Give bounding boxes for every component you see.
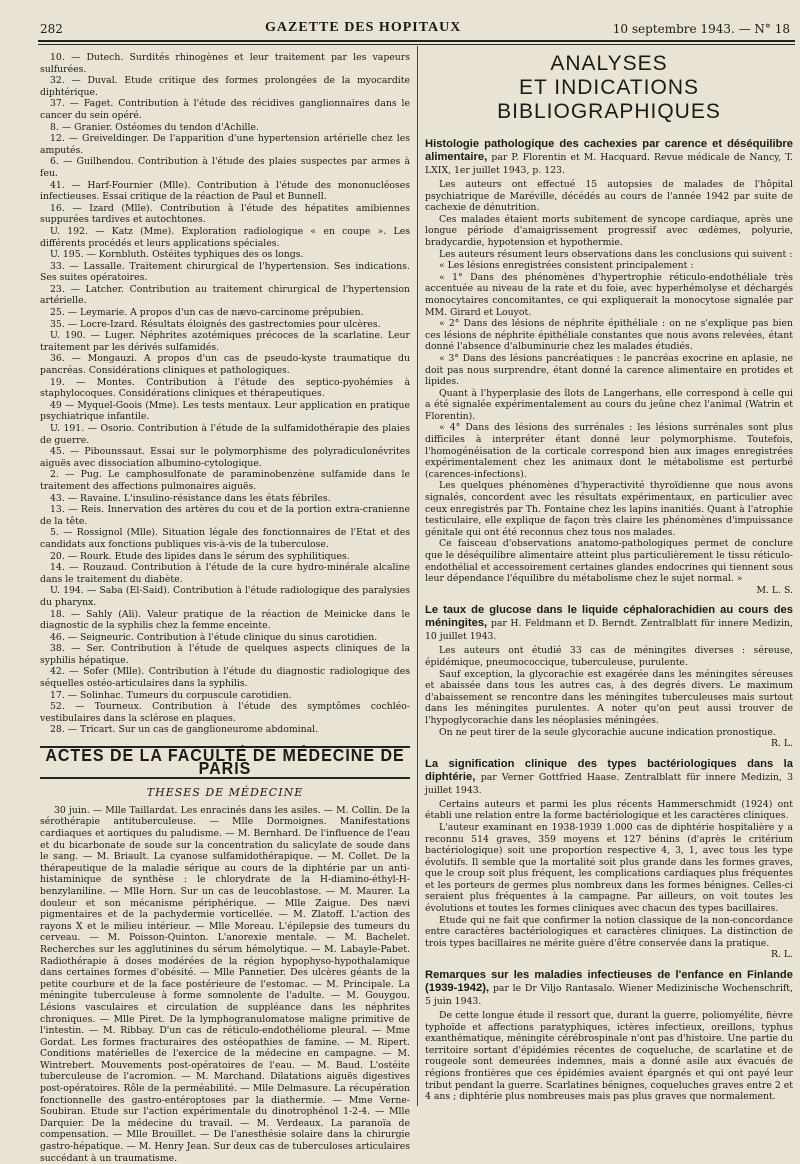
- thesis-reference: 6. — Guilhendou. Contribution à l'étude des plaies suspectes par armes à feu.: [40, 156, 410, 179]
- thesis-reference: 35. — Locre-Izard. Résultats éloignés des gastrectomies pour ulcères.: [50, 318, 381, 330]
- article-1-paragraph: Ces malades étaient morts subitement de syncope cardiaque, après une longue période d'amaigrissement progressif avec œdèmes, polyurie, bradycardie, hypotension et hypothermie.: [425, 213, 793, 248]
- article-3-paragraph: Etude qui ne fait que confirmer la notion classique de la non-concordance entre caractères bactériologiques et caractères cliniques. La distinction de trois types bacillaires ne mérite guère d'être conservée dans la pratique.: [425, 914, 793, 949]
- header-rule-thin: [38, 44, 795, 45]
- thesis-reference: 5. — Rossignol (Mlle). Situation légale des fonctionnaires de l'Etat et des candidats aux fonctions publiques vis-à-vis de la tuberculose.: [40, 527, 410, 550]
- thesis-reference: 12. — Greiveldinger. De l'apparition d'une hypertension artérielle chez les amputés.: [40, 133, 410, 156]
- thesis-reference-list: [40, 52, 410, 736]
- analyses-title-line1: ANALYSES: [550, 52, 668, 75]
- article-2-paragraph: Les auteurs ont étudié 33 cas de méningites diverses : séreuse, épidémique, pneumococcique, tuberculeuse, purulente.: [425, 645, 793, 668]
- thesis-reference: 2. — Pug. Le camphosulfonate de paraminobenzène sulfamide dans le traitement des affections pulmonaires aiguës.: [40, 469, 410, 492]
- thesis-reference: 25. — Leymarie. A propos d'un cas de nævo-carcinome prépubien.: [50, 307, 364, 319]
- thesis-reference: U. 191. — Osorio. Contribution à l'étude de la sulfamidothérapie des plaies de guerre.: [40, 423, 410, 446]
- thesis-reference: 52. — Tourneux. Contribution à l'étude des symptômes cochléo-vestibulaires dans la sclérose en plaques.: [40, 701, 410, 724]
- left-column: [40, 52, 410, 1164]
- thesis-reference: 43. — Ravaine. L'insulino-résistance dans les états fébriles.: [50, 492, 331, 504]
- article-1-paragraph: « 1° Dans des phénomènes d'hypertrophie réticulo-endothéliale très accentuée au niveau de la rate et du foie, avec hyperhémolyse et déchargés monocytaires concomitantes, ce qui expliquerait la monocytose signalée par MM. Girard et Louyot.: [425, 271, 793, 318]
- page-number: 282: [40, 22, 63, 36]
- article-1-signature: M. L. S.: [756, 584, 793, 596]
- thesis-reference: 28. — Tricart. Sur un cas de ganglioneurome abdominal.: [50, 724, 319, 736]
- journal-title: GAZETTE DES HOPITAUX: [265, 20, 462, 35]
- right-column: [425, 52, 793, 1103]
- thesis-reference: 20. — Rourk. Etude des lipides dans le sérum des syphilitiques.: [50, 550, 350, 562]
- article-1-paragraph: Quant à l'hyperplasie des îlots de Langerhans, elle correspond à celle qui a été signalée expérimentalement au cours du jeûne chez l'animal (Watrin et Florentin).: [425, 387, 793, 422]
- thesis-reference: 23. — Latcher. Contribution au traitement chirurgical de l'hypertension artérielle.: [40, 283, 410, 307]
- thesis-reference: 32. — Duval. Etude critique des formes prolongées de la myocardite diphtérique.: [40, 75, 410, 98]
- article-3-heading: La signification clinique des types bactériologiques dans la diphtérie,: [425, 757, 793, 783]
- article-2-signature: R. L.: [770, 738, 793, 750]
- article-3-title: [425, 758, 793, 797]
- thesis-reference: 49 — Myquel-Goois (Mme). Les tests mentaux. Leur application en pratique psychiatrique infantile.: [40, 399, 410, 423]
- article-1-title: [425, 138, 793, 177]
- thesis-reference: 16. — Izard (Mlle). Contribution à l'étude des hépatites amibiennes suppurées tardives et autochtones.: [40, 202, 410, 226]
- actes-title: ACTES DE LA FACULTÉ DE MÉDECINE DE PARIS: [45, 746, 405, 779]
- article-1-paragraph: Ce faisceau d'observations anatomo-pathologiques permet de conclure que le déséquilibre alimentaire atteint plus particulièrement le tissu réticulo-endothélial et accessoirement certaines glandes endocrines qui tiennent sous leur dépendance l'équilibre du métabolisme chez le sujet normal. »: [425, 538, 793, 585]
- article-2-source: par H. Feldmann et D. Berndt. Zentralblatt für innere Medizin, 10 juillet 1943.: [425, 618, 793, 643]
- thesis-reference: 18. — Sahly (Ali). Valeur pratique de la réaction de Meinicke dans le diagnostic de la syphilis chez la femme enceinte.: [40, 608, 410, 632]
- article-1-paragraph: « Les lésions enregistrées consistent principalement :: [439, 260, 694, 272]
- article-3-paragraph: L'auteur examinant en 1938-1939 1.000 cas de diphtérie hospitalière y a reconnu 514 graves, 359 moyens et 127 bénins (d'après le critérium bactériologique) soit une proportion respective 4, 3, 1, avec tous les type évolutifs. Il semble que la mortalité soit plus grande dans les formes graves, que le croup soit plus fréquent, les complications cardiaques plus fréquentes et les porteurs de germes plus nombreux dans les formes bénignes. Celles-ci seraient plus fréquentes à la campagne. Par ailleurs, on voit toutes les évolutions et toutes les formes cliniques avec chacun des types bacillaires.: [425, 821, 793, 915]
- thesis-reference: U. 194. — Saba (El-Said). Contribution à l'étude radiologique des paralysies du pharynx.: [40, 585, 410, 608]
- header-rule: [38, 40, 795, 42]
- thesis-reference: U. 190. — Luger. Néphrites azotémiques précoces de la scarlatine. Leur traitement par les dérivés sulfamidés.: [40, 330, 410, 353]
- article-1-paragraph: Les quelques phénomènes d'hyperactivité thyroïdienne que nous avons signalés, concordent avec les résultats expérimentaux, en particulier avec ceux enregistrés par Th. Fontaine chez les lapins inanitiés. Quant à l'atrophie testiculaire, elle explique de façon très claire les phénomènes d'impuissance génitale qui ont été reconnus chez tous nos malades.: [425, 480, 793, 538]
- article-4-title: [425, 969, 793, 1008]
- thesis-reference: 37. — Faget. Contribution à l'étude des récidives ganglionnaires dans le cancer du sein opéré.: [40, 98, 410, 121]
- thesis-reference: 33. — Lassalle. Traitement chirurgical de l'hypertension. Ses indications. Ses suites opératoires.: [40, 260, 410, 284]
- thesis-reference: 19. — Montes. Contribution à l'étude des septico-pyohémies à staphylocoques. Considérations cliniques et thérapeutiques.: [40, 376, 410, 400]
- page-header: [0, 18, 800, 38]
- article-2-paragraph: Sauf exception, la glycorachie est exagérée dans les méningites séreuses et abaissée dans tous les autres cas, à des degrés divers. Le maximum d'abaissement se rencontre dans les méningites tuberculeuses mais surtout dans les méningites purulentes. A noter qu'on peut aussi trouver de l'hypoglycorachie dans les néoplasies méningées.: [425, 668, 793, 726]
- article-2-heading: Le taux de glucose dans le liquide céphalorachidien au cours des méningites,: [425, 604, 793, 630]
- article-3-paragraph: Certains auteurs et parmi les plus récents Hammerschmidt (1924) ont établi une relation entre la forme bactériologique et les caractères cliniques.: [425, 798, 793, 822]
- thesis-reference: 36. — Mongauzi. A propos d'un cas de pseudo-kyste traumatique du pancréas. Considérations cliniques et pathologiques.: [40, 353, 410, 377]
- article-1-paragraph: « 2° Dans des lésions de néphrite épithéliale : on ne s'explique pas bien ces lésions de néphrite épithéliale constantes que nous avons relevées, étant donné l'absence d'albuminurie chez les malades étudiés.: [425, 318, 793, 353]
- article-1-source: par P. Florentin et M. Hacquard. Revue médicale de Nancy, T. LXIX, 1er juillet 1943, p. 123.: [425, 152, 793, 176]
- article-1-heading: Histologie pathologique des cachexies par carence et déséquilibre alimentaire,: [425, 138, 793, 163]
- article-2-title: [425, 604, 793, 643]
- thesis-reference: 14. — Rouzaud. Contribution à l'étude de la cure hydro-minérale alcaline dans le traitement du diabète.: [40, 562, 410, 585]
- thesis-reference: 17. — Solinhac. Tumeurs du corpuscule carotidien.: [50, 689, 292, 701]
- thesis-reference: 41. — Harf-Fournier (Mlle). Contribution à l'étude des mononucléoses infectieuses. Essai critique de la réaction de Paul et Bunnell.: [40, 179, 410, 203]
- article-1-paragraph: Les auteurs ont effectué 15 autopsies de malades de l'hôpital psychiatrique de Maréville, décédés au cours de l'année 1942 par suite de cachexie de dénutrition.: [425, 179, 793, 214]
- article-4-heading: Remarques sur les maladies infectieuses de l'enfance en Finlande (1939-1942),: [425, 969, 793, 995]
- issue-date: 10 septembre 1943. — N° 18: [612, 22, 790, 36]
- thesis-reference: 46. — Seigneuric. Contribution à l'étude clinique du sinus carotidien.: [50, 631, 378, 643]
- article-1-paragraph: « 3° Dans des lésions pancréatiques : le pancréas exocrine en aplasie, ne doit pas nous surprendre, étant donné la carence alimentaire en protides et lipides.: [425, 352, 793, 388]
- thesis-reference: 13. — Reis. Innervation des artères du cou et de la portion extra-cranienne de la tête.: [40, 504, 410, 527]
- analyses-title-line2: ET INDICATIONS BIBLIOGRAPHIQUES: [497, 76, 721, 123]
- thesis-reference: 10. — Dutech. Surdités rhinogènes et leur traitement par les vapeurs sulfurées.: [40, 52, 410, 75]
- thesis-reference: 45. — Pibounssaut. Essai sur le polymorphisme des polyradiculonévrites aiguës avec dissociation albumino-cytologique.: [40, 446, 410, 469]
- thesis-reference: U. 195. — Kornbluth. Ostéites typhiques des os longs.: [50, 249, 304, 261]
- thesis-reference: U. 192. — Katz (Mme). Exploration radiologique « en coupe ». Les différents procédés et leurs applications spéciales.: [40, 225, 410, 249]
- thesis-reference: 38. — Ser. Contribution à l'étude de quelques aspects cliniques de la syphilis hépatique.: [40, 643, 410, 666]
- article-4-paragraph: De cette longue étude il ressort que, durant la guerre, poliomyélite, fièvre typhoïde et affections paratyphiques, ictères infectieux, oreillons, typhus exanthématique, méningite cérébrospinale n'ont pas d'histoire. Une partie du territoire sortant d'épidémies récentes de coqueluche, de scarlatine et de rougeole sont demeurées indemnes, mais a donné asile aux évacués de régions frontières que ces épidémies avaient épargnés et qui ont payé leur tribut pendant la guerre. Scarlatines bénignes, coqueluches graves entre 2 et 4 ans ; diphtérie plus nombreuses mais pas plus graves que normalement.: [425, 1010, 793, 1103]
- article-1-paragraph: Les auteurs résument leurs observations dans les conclusions qui suivent :: [439, 248, 793, 260]
- analyses-title: [425, 52, 793, 124]
- theses-subtitle: THESES DE MÉDECINE: [146, 786, 304, 800]
- article-1-paragraph: « 4° Dans des lésions des surrénales : les lésions surrénales sont plus difficiles à interpréter étant donné leur polymorphisme. Toutefois, l'homogénéisation de la corticale correspond bien aux images enregistrées expérimentalement chez les animaux dont le métabolisme est perturbé (carences-infections).: [425, 422, 793, 480]
- article-3-source: par Verner Gottfried Haase. Zentralblatt für innere Medizin, 3 juillet 1943.: [425, 771, 794, 796]
- theses-paragraph: 30 juin. — Mlle Taillardat. Les enracinés dans les asiles. — M. Collin. De la sérothérapie antituberculeuse. — Mlle Dormoignes. Manifestations cardiaques et aortiques du paludisme. — M. Bernhard. De l'influence de l'eau et du bicarbonate de soude sur la concentration du salicylate de soude dans le sang. — M. Briault. La cyanose sulfamidothérapique. — M. Collet. De la thérapeutique de la maladie sérique au cours de la diphtérie par un anti-histaminique de synthèse : le chlorydrate de la H-diamino-éthyl-H-benzylaniline. — Mlle Horn. Sur un cas de leucoblastose. — M. Maurer. La douleur et son mécanisme périphérique. — Mlle Zaigue. Des nævi pigmentaires et de la pachydermie vorticellée. — M. Zlatoff. L'action des rayons X et le milieu intérieur. — Mlle Moreau. L'épilepsie des tumeurs du cerveau. — M. Poisson-Quinton. L'anorexie mentale. — M. Bachelet. Recherches sur les agglutinines du sérum hémolytique. — M. Labayle-Pabet. Radiothérapie à doses modérées de la région hypophyso-hypothalamique dans certaines formes d'obésité. — Mlle Pannetier. Des ulcères géants de la petite courbure et de la face postérieure de l'estomac. — M. Principale. La méningite tuberculeuse à forme somnolente de l'adulte. — M. Gouygou. Lésions vasculaires et circulation de suppléance dans les néphrites chroniques. — Mlle Piret. De la lymphogranulomatose maligne primitive de l'intestin. — M. Ribbay. D'un cas de réticulo-endothéliome pleural. — Mme Gordat. Les formes fracturaires des ostéopathies de famine. — M. Ripert. Conditions matérielles de l'exercice de la médecine en campagne. — M. Wintrebert. Mouvements post-opératoires de l'eau. — M. Baud. L'ostéite tuberculeuse de l'acromion. — M. Marchand. Dilatations aiguës digestives post-opératoires. Rôle de la perméabilité. — Mlle Delmasure. La récupération fonctionnelle des gastro-entéroptoses par la diathermie. — Mme Verne-Soubiran. Etude sur l'action expérimentale du dinotrophénol 1-2-4. — Mlle Darquier. De la médecine du travail. — M. Verdeaux. La paranoïa de compensation. — Mlle Brouillet. — De l'anesthésie solaire dans la chirurgie gastro-hépatique. — M. Henry Jean. Sur deux cas de tuberculoses articulaires succédant à un traumatisme.: [40, 804, 410, 1164]
- actes-section-header: [40, 746, 410, 779]
- article-3-signature: R. L.: [770, 949, 793, 961]
- thesis-reference: 42. — Sofer (Mlle). Contribution à l'étude du diagnostic radiologique des séquelles ostéo-articulaires dans la syphilis.: [40, 666, 410, 690]
- article-4-source: par le Dr Viljo Rantasalo. Wiener Medizinische Wochenschrift, 5 juin 1943.: [425, 983, 793, 1008]
- thesis-reference: 8. — Granier. Ostéomes du tendon d'Achille.: [50, 121, 259, 133]
- column-divider: [417, 46, 418, 1106]
- article-2-paragraph: On ne peut tirer de la seule glycorachie aucune indication pronostique.: [439, 726, 776, 738]
